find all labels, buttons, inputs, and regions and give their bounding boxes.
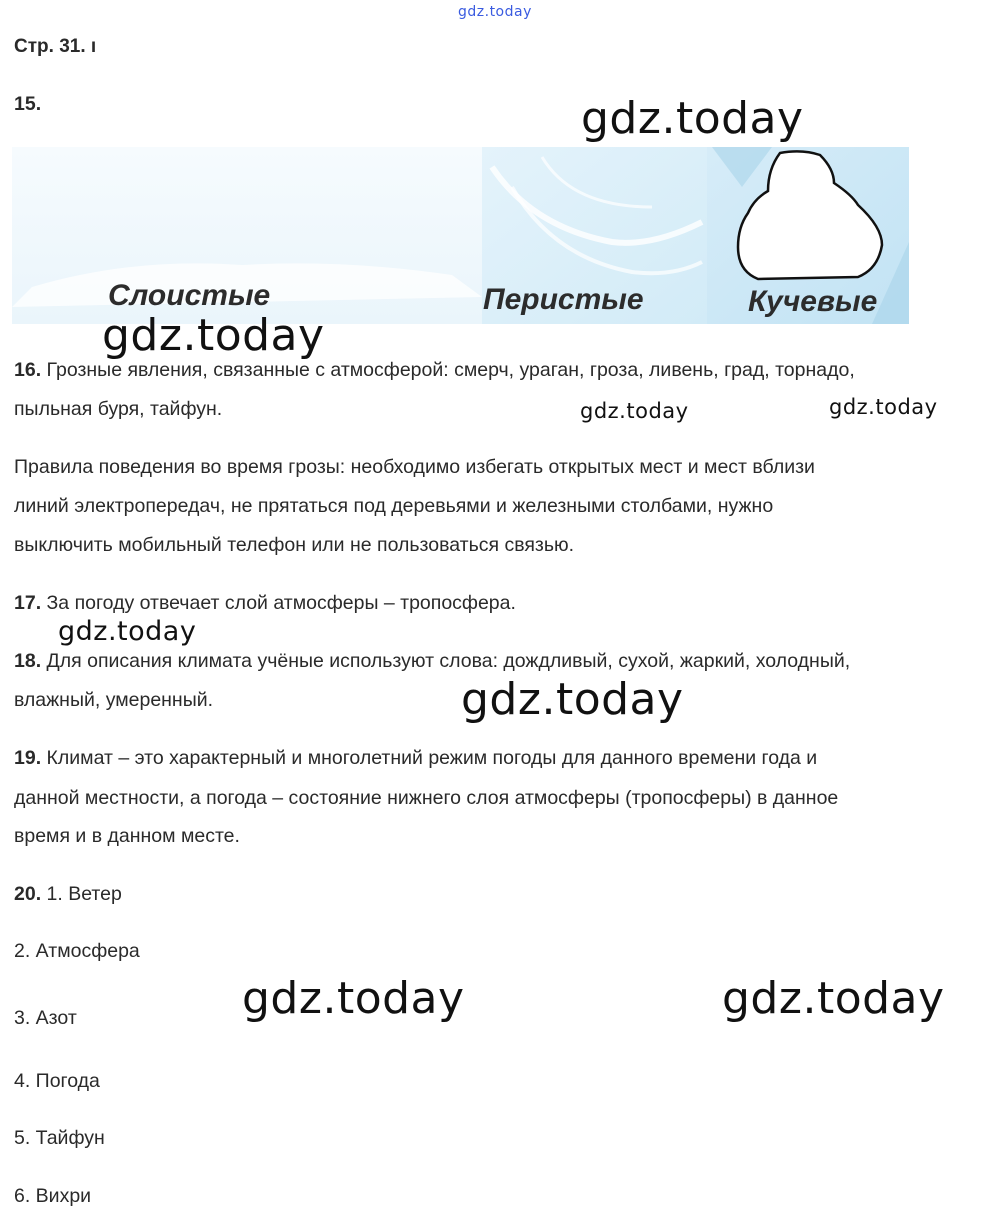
task-19-text-3: время и в данном месте. [14, 825, 240, 847]
task-16-rules-2: линий электропередач, не прятаться под деревьями и железными столбами, нужно [14, 495, 774, 517]
watermark: gdz.today [581, 93, 804, 144]
task-16-text-2: пыльная буря, тайфун. [14, 398, 223, 420]
task-19-number: 19. [14, 747, 42, 769]
page-label [14, 37, 96, 57]
watermark: gdz.today [580, 399, 689, 423]
page-label-tail: ı [90, 36, 97, 57]
task-17 [14, 593, 516, 613]
task-16-rules-3: выключить мобильный телефон или не пользоваться связью. [14, 534, 575, 556]
task-16-text-1: Грозные явления, связанные с атмосферой: смерч, ураган, гроза, ливень, град, торнадо, [46, 359, 855, 381]
task-19-line-1 [14, 748, 817, 768]
task-18-number: 18. [14, 650, 42, 672]
task-18-text-1: Для описания климата учёные используют слова: дождливый, сухой, жаркий, холодный, [46, 650, 851, 672]
task-17-text: За погоду отвечает слой атмосферы – тропосфера. [46, 592, 516, 614]
watermark: gdz.today [829, 395, 938, 419]
cloud-label-stratus: Слоистые [108, 279, 271, 312]
task-20-item-6: 6. Вихри [14, 1185, 92, 1207]
task-19-text-2: данной местности, а погода – состояние нижнего слоя атмосферы (тропосферы) в данное [14, 787, 839, 809]
cloud-label-cumulus: Кучевые [748, 285, 878, 318]
watermark: gdz.today [461, 674, 684, 725]
task-16-rules-1: Правила поведения во время грозы: необходимо избегать открытых мест и мест вблизи [14, 456, 815, 478]
task-20-item-1 [14, 884, 122, 904]
watermark: gdz.today [102, 310, 325, 361]
task-20-text-1: 1. Ветер [46, 883, 122, 905]
task-16-line-1 [14, 360, 855, 380]
task-20-item-5: 5. Тайфун [14, 1127, 105, 1149]
task-16-number: 16. [14, 359, 42, 381]
task-20-item-3: 3. Азот [14, 1007, 77, 1029]
task-20-item-4: 4. Погода [14, 1070, 100, 1092]
task-18-line-1 [14, 651, 850, 671]
watermark-top: gdz.today [458, 4, 532, 20]
watermark: gdz.today [242, 973, 465, 1024]
task-19-text-1: Климат – это характерный и многолетний режим погоды для данного времени года и [46, 747, 818, 769]
task-20-number: 20. [14, 883, 42, 905]
watermark: gdz.today [58, 616, 197, 647]
task-18-text-2: влажный, умеренный. [14, 689, 214, 711]
cloud-label-cirrus: Перистые [483, 283, 644, 316]
task-17-number: 17. [14, 592, 42, 614]
task-15-number: 15. [14, 93, 42, 115]
watermark: gdz.today [722, 973, 945, 1024]
page-label-text: Стр. 31. [14, 36, 86, 57]
task-20-item-2: 2. Атмосфера [14, 940, 140, 962]
